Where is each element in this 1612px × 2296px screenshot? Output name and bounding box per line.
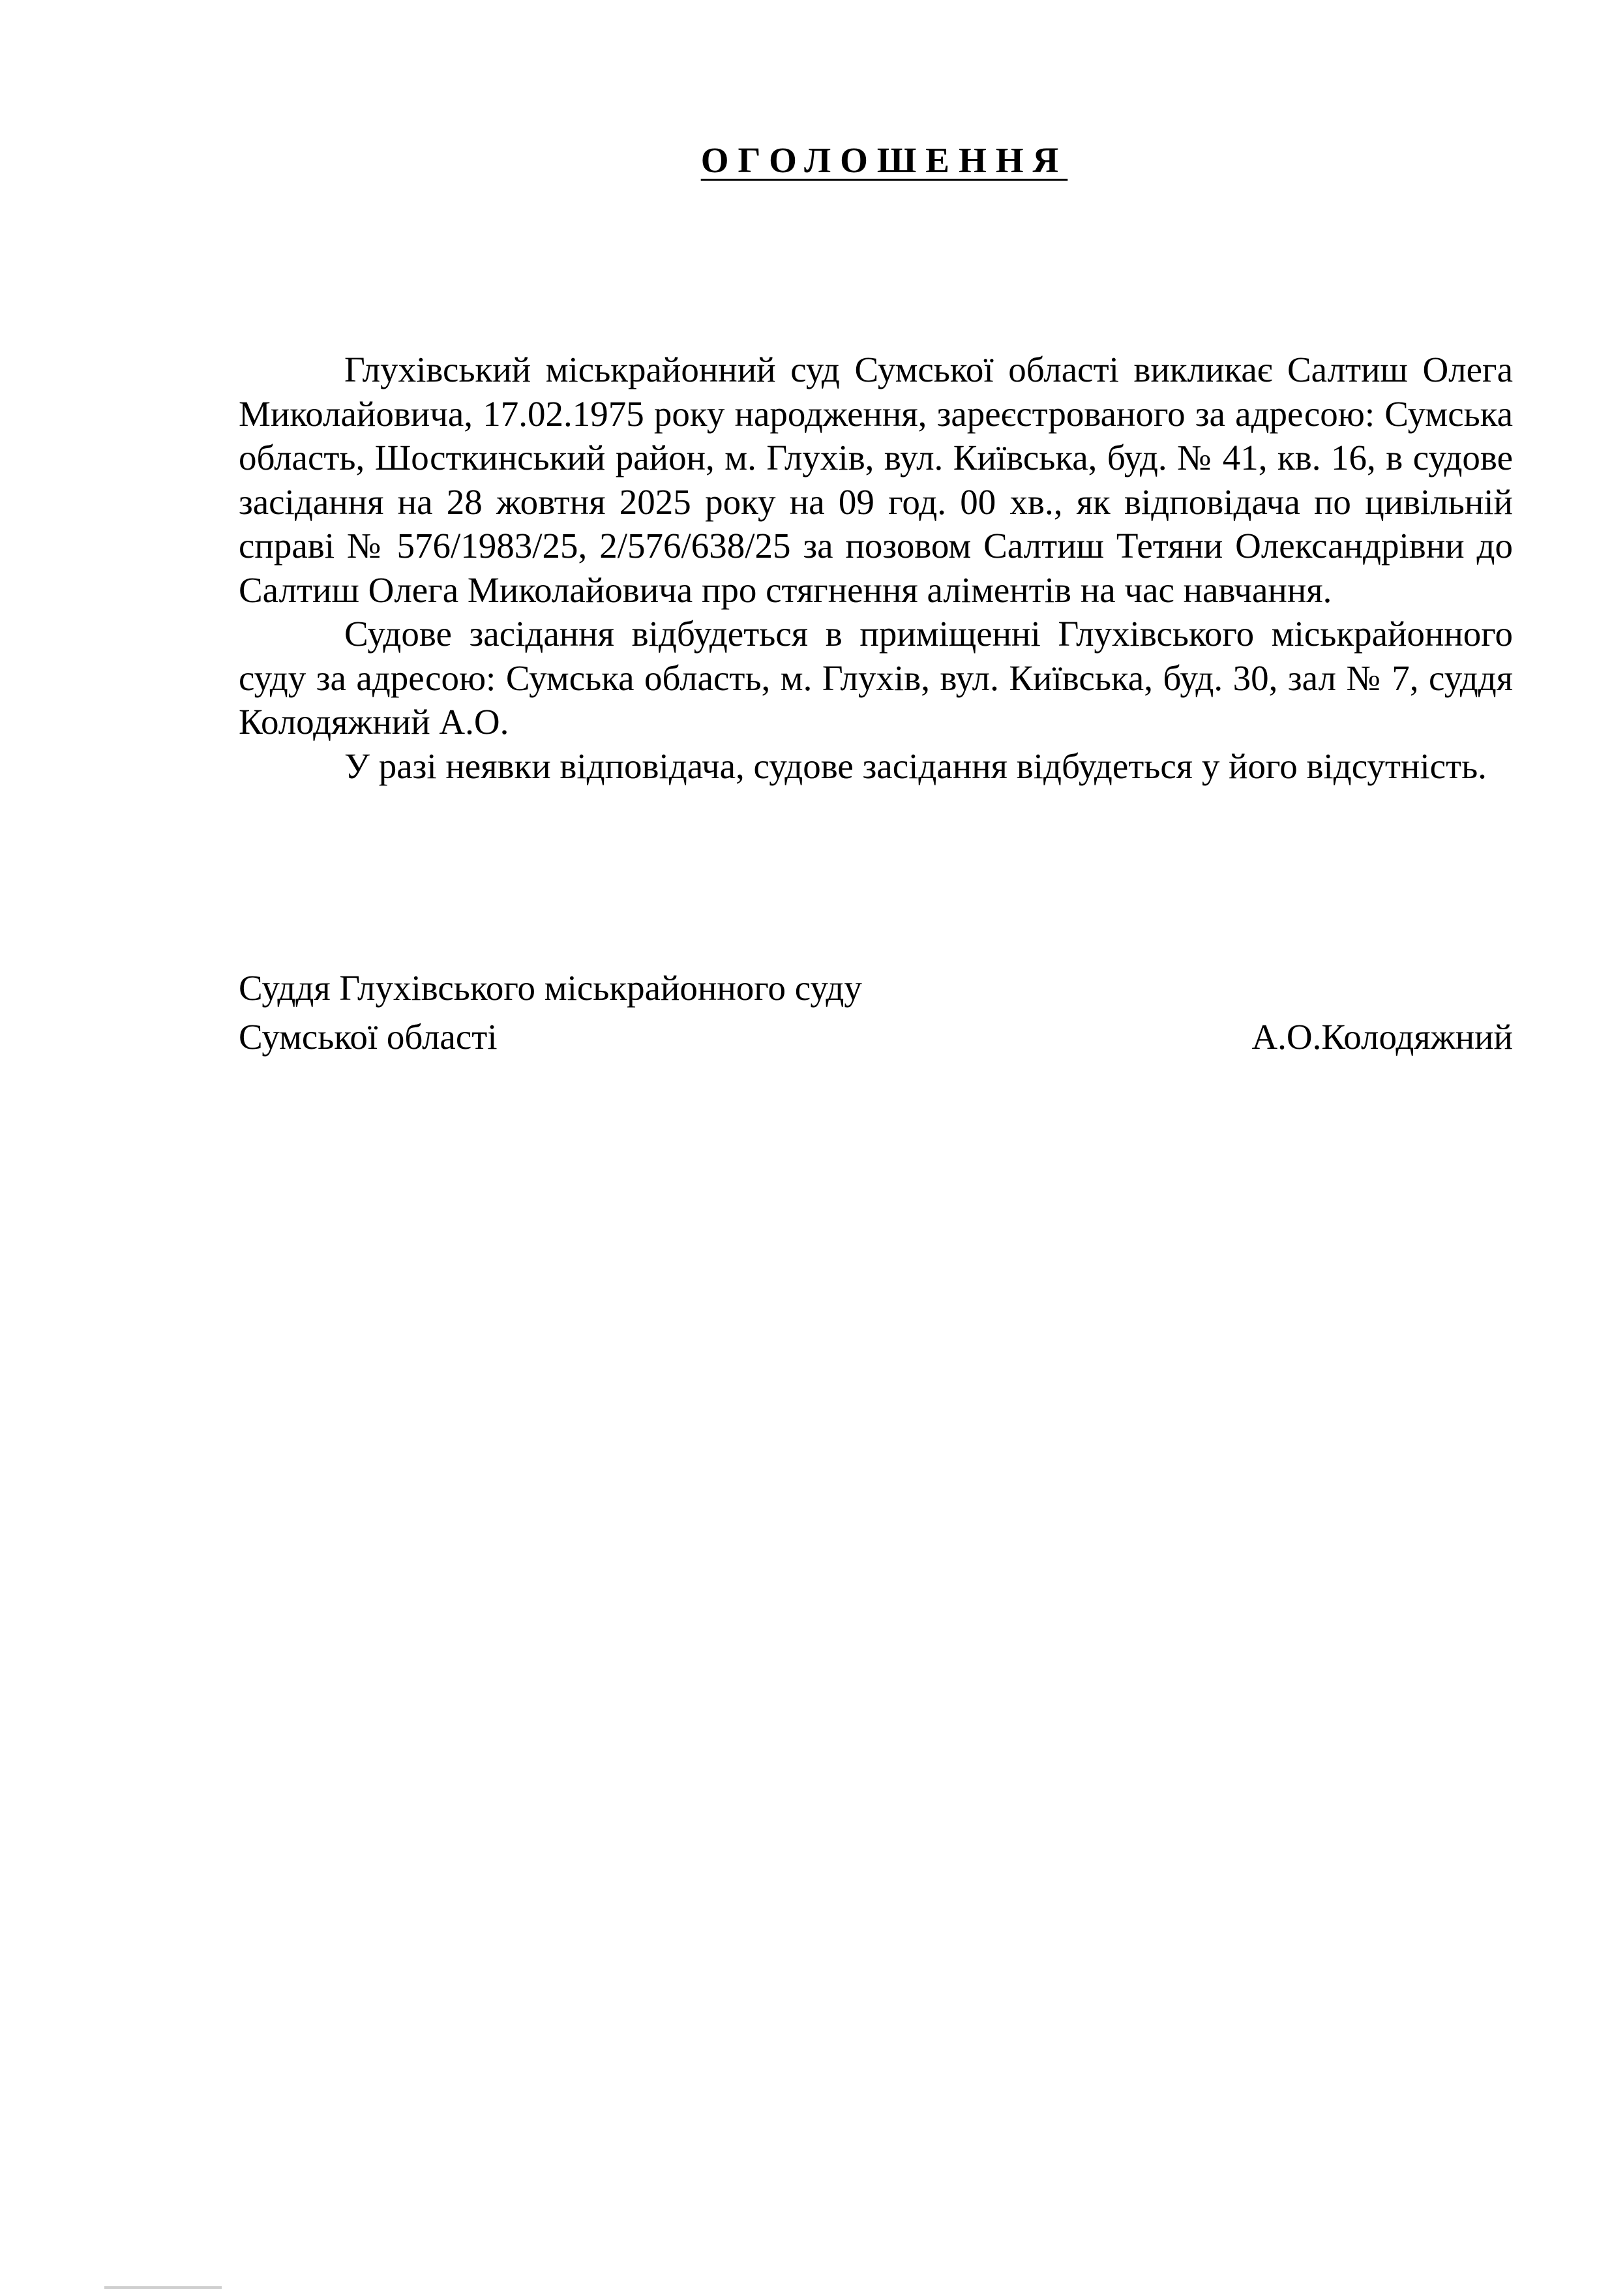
signature-position-line1: Суддя Глухівського міськрайонного суду [239,968,862,1008]
scan-artifact [104,2286,222,2289]
document-body [239,348,1513,788]
document-title: ОГОЛОШЕННЯ [700,140,1068,180]
signature-block [239,1012,1513,1061]
paragraph-location: Судове засідання відбудеться в приміщенні Глухівського міськрайонного суду за адресою: Сумська область, м. Глухів, вул. Київська, буд. 30, зал № 7, суддя Колодяжний А.О. [239,614,1513,742]
paragraph-summons: Глухівський міськрайонний суд Сумської області викликає Салтиш Олега Миколайовича, 17.02.1975 року народження, зареєстрованого за адресою: Сумська область, Шосткинський район, м. Глухів, вул. Київська, буд. № 41, кв. 16, в судове засідання на 28 жовтня 2025 року на 09 год. 00 хв., як відповідача по цивільній справі № 576/1983/25, 2/576/638/25 за позовом Салтиш Тетяни Олександрівни до Салтиш Олега Миколайовича про стягнення аліментів на час навчання. [239,350,1513,610]
signature-name: А.О.Колодяжний [1251,1017,1513,1057]
signature-position-line2: Сумської області [239,1017,498,1057]
paragraph-absence: У разі неявки відповідача, судове засідання відбудеться у його відсутність. [344,746,1487,786]
